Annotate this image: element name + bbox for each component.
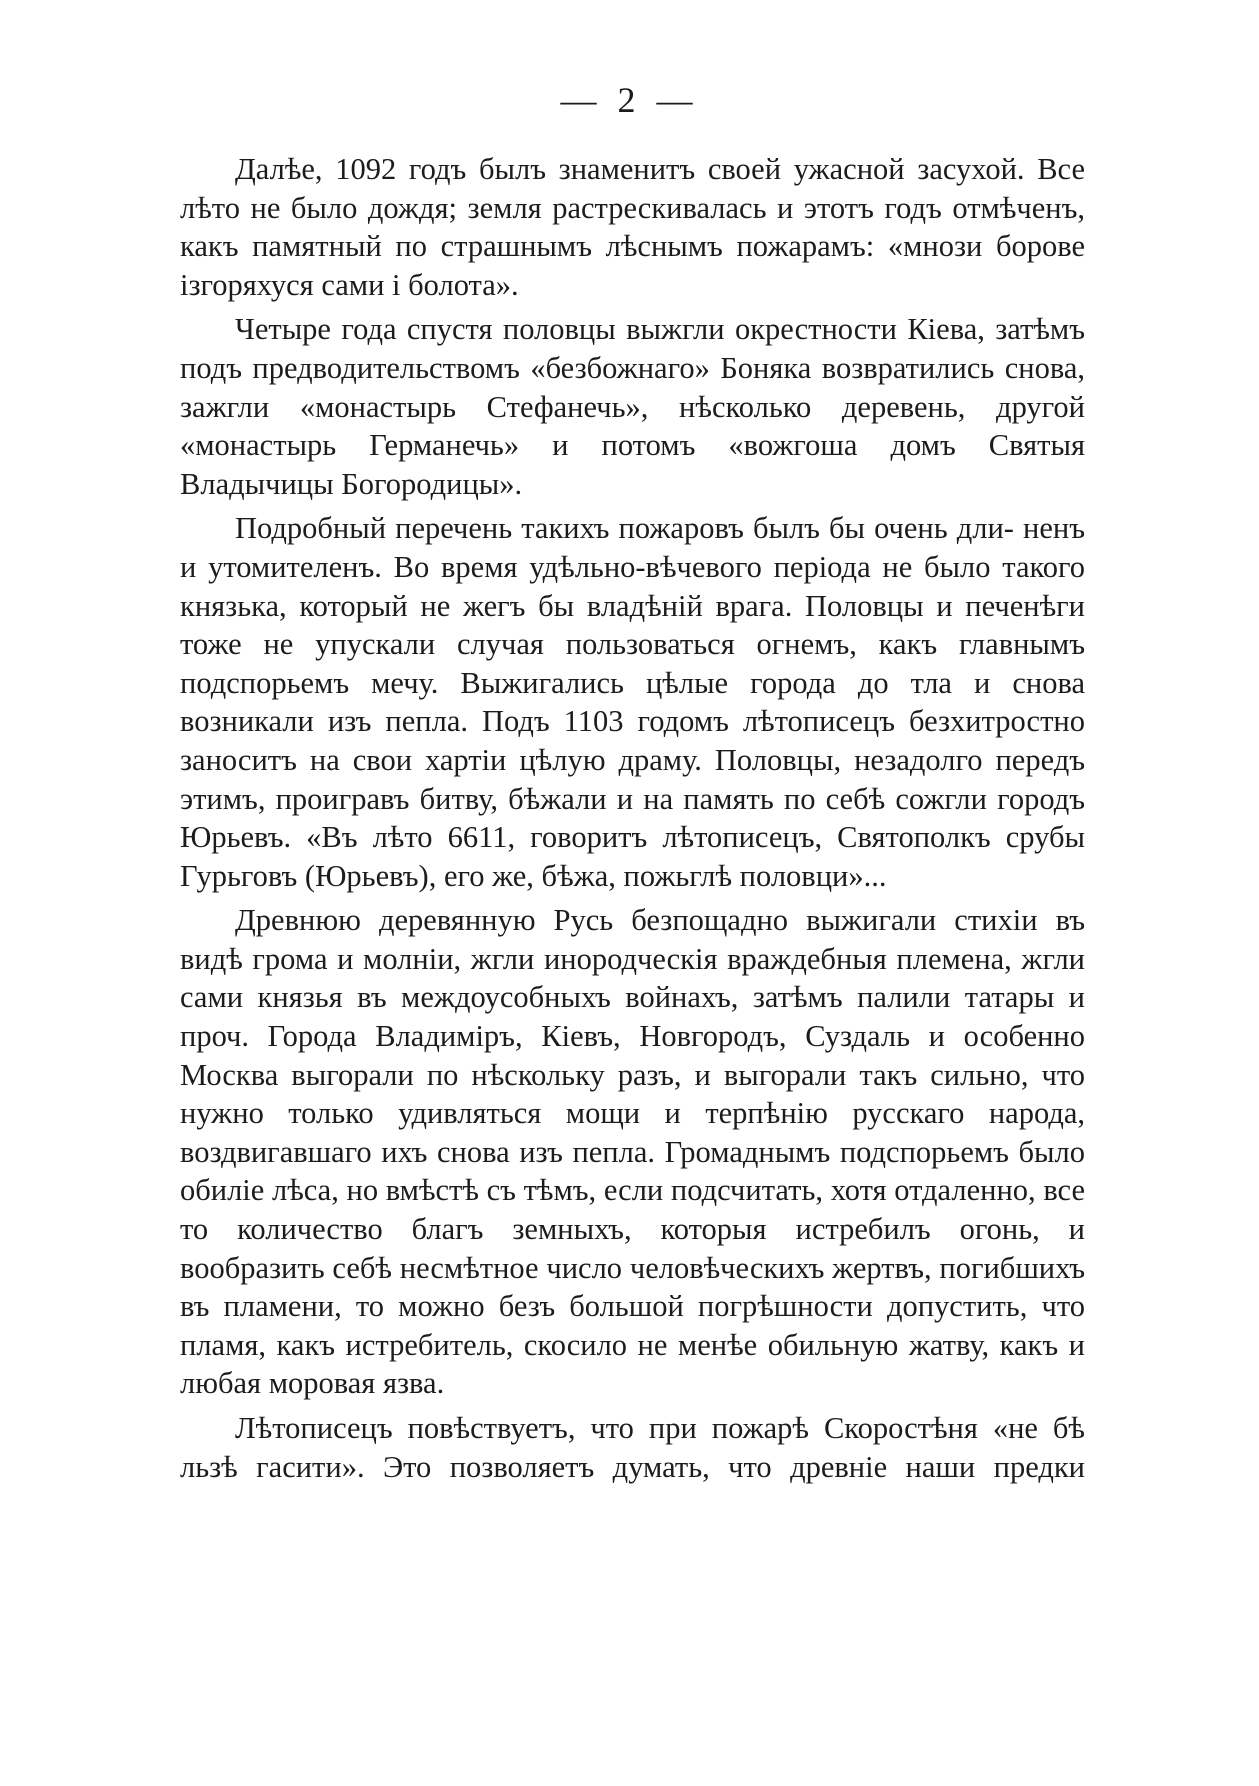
paragraph-chronicler-skorosten: Лѣтописецъ повѣствуетъ, что при пожарѣ Скоростѣня «не бѣ льзѣ гасити». Это позволяетъ думать, что древніе наши предки bbox=[180, 1411, 1085, 1484]
page-number: — 2 — bbox=[560, 80, 699, 120]
paragraph-fires-list: Подробный перечень такихъ пожаровъ былъ бы очень дли- ненъ и утомителенъ. Во время удѣльно-вѣчевого періода не было такого князька, который не жегъ бы владѣній врага. Половцы и печенѣги тоже не упускали случая пользоваться огнемъ, какъ главнымъ подспорьемъ мечу. Выжигались цѣлые города до тла и снова возникали изъ пепла. Подъ 1103 годомъ лѣтописецъ безхитростно заноситъ на свои хартіи цѣлую драму. Половцы, незадолго передъ этимъ, проигравъ битву, бѣжали и на память по себѣ сожгли городъ Юрьевъ. «Въ лѣто 6611, говоритъ лѣтописецъ, Святополкъ срубы Гурьговъ (Юрьевъ), его же, бѣжа, пожьглѣ половци»... bbox=[180, 511, 1085, 893]
paragraph-polovtsy-kiev: Четыре года спустя половцы выжгли окрестности Кіева, затѣмъ подъ предводительствомъ «безбожнаго» Боняка возвратились снова, зажгли «монастырь Стефанечь», нѣсколько деревень, другой «монастырь Германечь» и потомъ «вожгоша домъ Святыя Владычицы Богородицы». bbox=[180, 312, 1085, 501]
paragraph-drought-1092: Далѣе, 1092 годъ былъ знаменитъ своей ужасной засухой. Все лѣто не было дождя; земля растрескивалась и этотъ годъ отмѣченъ, какъ памятный по страшнымъ лѣснымъ пожарамъ: «мнози борове ізгоряхуся сами і болота». bbox=[180, 152, 1085, 302]
body-text bbox=[180, 150, 1085, 1492]
paragraph-wooden-rus: Древнюю деревянную Русь безпощадно выжигали стихіи въ видѣ грома и молніи, жгли инородческія враждебныя племена, жгли сами князья въ междоусобныхъ войнахъ, затѣмъ палили татары и проч. Города Владиміръ, Кіевъ, Новгородъ, Суздаль и особенно Москва выгорали по нѣскольку разъ, и выгорали такъ сильно, что нужно только удивляться мощи и терпѣнію русскаго народа, воздвигавшаго ихъ снова изъ пепла. Громаднымъ подспорьемъ было обиліе лѣса, но вмѣстѣ съ тѣмъ, если подсчитать, хотя отдаленно, все то количество благъ земныхъ, которыя истребилъ огонь, и вообразить себѣ несмѣтное число человѣческихъ жертвъ, погибшихъ въ пламени, то можно безъ большой погрѣшности допустить, что пламя, какъ истребитель, скосило не менѣе обильную жатву, какъ и любая моровая язва. bbox=[180, 903, 1085, 1401]
